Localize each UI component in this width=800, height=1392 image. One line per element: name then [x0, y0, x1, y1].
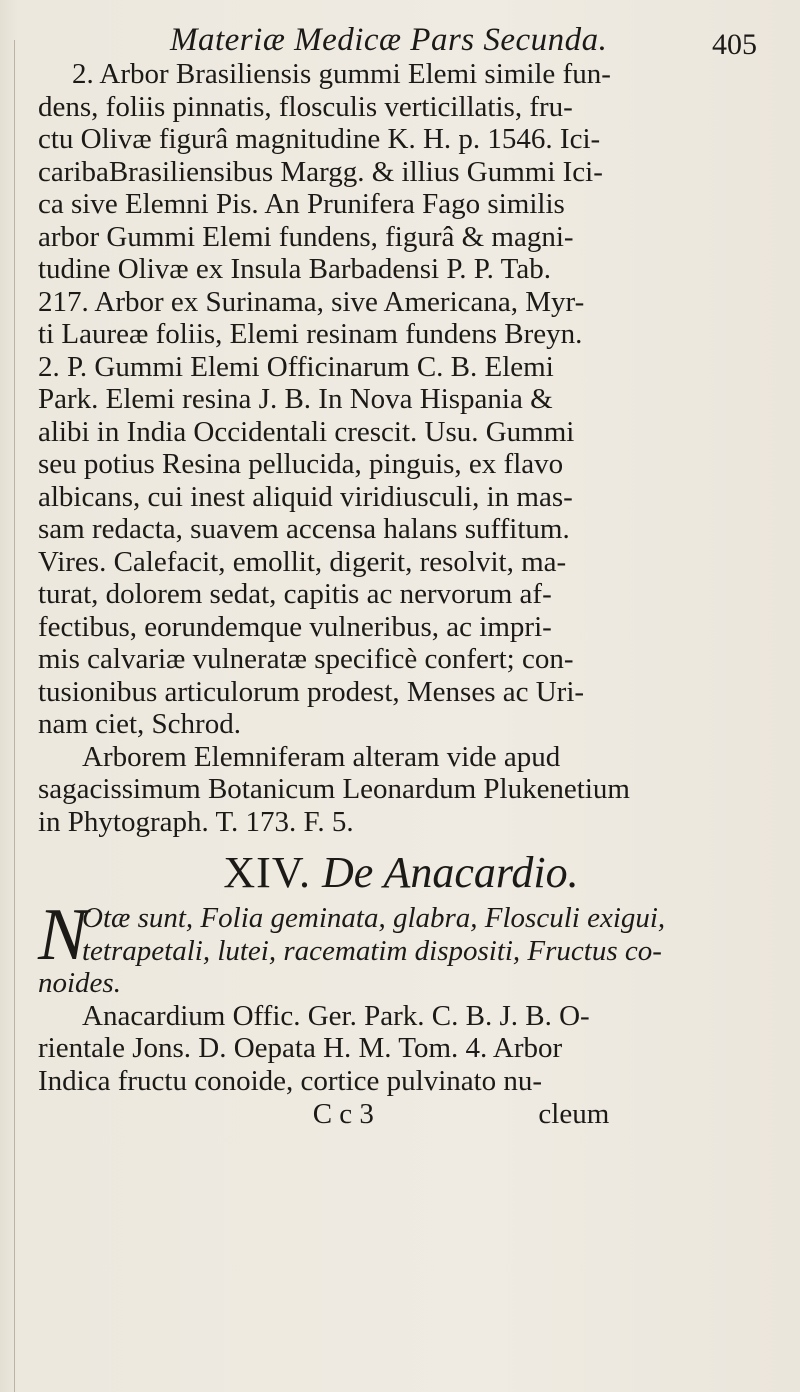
- text-line: dens, foliis pinnatis, flosculis verticillatis, fru-: [38, 90, 573, 123]
- text-line: Vires. Calefacit, emollit, digerit, resolvit, ma-: [38, 545, 567, 578]
- catchword: cleum: [538, 1098, 610, 1130]
- text-line: rientale Jons. D. Oepata H. M. Tom. 4. Arbor: [38, 1032, 563, 1064]
- text-line: in Phytograph. T. 173. F. 5.: [38, 805, 354, 838]
- page-header: [0, 12, 800, 62]
- text-line: Indica fructu conoide, cortice pulvinato nu-: [38, 1064, 543, 1097]
- text-line: nam ciet, Schrod.: [38, 708, 241, 740]
- text-line: caribaBrasiliensibus Margg. & illius Gummi Ici-: [38, 155, 603, 188]
- page-body: [38, 58, 764, 1131]
- text-line: Otæ sunt, Folia geminata, glabra, Flosculi exigui,: [82, 902, 666, 934]
- text-line: sam redacta, suavem accensa halans suffitum.: [38, 513, 570, 545]
- text-line: tetrapetali, lutei, racematim dispositi, Fructus co-: [82, 934, 662, 967]
- section-name: De Anacardio.: [321, 848, 579, 897]
- text-line: sagacissimum Botanicum Leonardum Plukenetium: [38, 773, 630, 805]
- running-head: Materiæ Medicæ Pars Secunda.: [170, 22, 608, 58]
- gathering-signature: C c 3: [312, 1098, 374, 1130]
- text-line: tusionibus articulorum prodest, Menses ac Uri-: [38, 675, 585, 708]
- text-line: alibi in India Occidentali crescit. Usu. Gummi: [38, 415, 575, 448]
- text-line: seu potius Resina pellucida, pinguis, ex flavo: [38, 448, 564, 480]
- text-line: albicans, cui inest aliquid viridiusculi, in mas-: [38, 480, 573, 513]
- text-line: mis calvariæ vulneratæ specificè confert; con-: [38, 643, 574, 675]
- section-heading: [38, 844, 764, 902]
- text-line: ctu Olivæ figurâ magnitudine K. H. p. 1546. Ici-: [38, 123, 601, 155]
- text-line: tudine Olivæ ex Insula Barbadensi P. P. Tab.: [38, 253, 551, 285]
- section-number: XIV.: [223, 848, 311, 897]
- signature-line: [38, 1097, 764, 1131]
- text-line: fectibus, eorundemque vulneribus, ac impri-: [38, 610, 552, 643]
- page-number: 405: [712, 28, 757, 61]
- text-line: 2. P. Gummi Elemi Officinarum C. B. Elemi: [38, 350, 554, 383]
- text-line: Anacardium Offic. Ger. Park. C. B. J. B. O-: [82, 999, 590, 1032]
- text-line: ti Laureæ foliis, Elemi resinam fundens Breyn.: [38, 318, 583, 350]
- text-line: 2. Arbor Brasiliensis gummi Elemi simile fun-: [72, 58, 611, 90]
- text-line: noides.: [38, 967, 121, 999]
- drop-cap: N: [38, 894, 88, 976]
- text-line: turat, dolorem sedat, capitis ac nervorum af-: [38, 578, 552, 610]
- text-line: arbor Gummi Elemi fundens, figurâ & magni-: [38, 220, 574, 253]
- gutter-edge: [14, 40, 15, 1392]
- text-line: Arborem Elemniferam alteram vide apud: [82, 740, 561, 773]
- text-line: Park. Elemi resina J. B. In Nova Hispania &: [38, 383, 553, 415]
- text-line: ca sive Elemni Pis. An Prunifera Fago similis: [38, 188, 565, 220]
- notae-block: [38, 894, 764, 976]
- text-line: 217. Arbor ex Surinama, sive Americana, Myr-: [38, 285, 585, 318]
